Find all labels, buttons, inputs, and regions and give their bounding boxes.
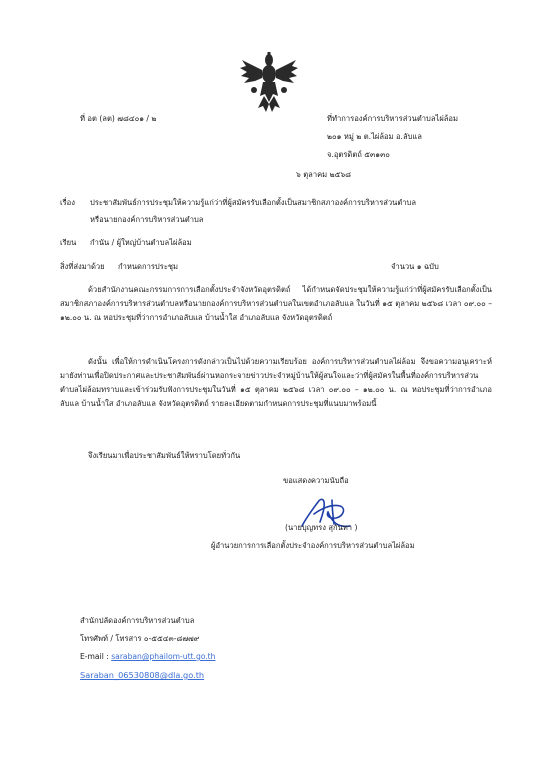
document-number: ที่ อต (ลต) ๗๘๔๐๑ / ๒ [80, 114, 157, 123]
subject-line-1: ประชาสัมพันธ์การประชุมให้ความรู้แก่ว่าที่ผู้สมัครรับเลือกตั้งเป็นสมาชิกสภาองค์การบริหารส่วนตำบล [90, 198, 417, 207]
subject-line-2: หรือนายกองค์การบริหารส่วนตำบล [90, 215, 204, 224]
body-paragraph-3: จึงเรียนมาเพื่อประชาสัมพันธ์ให้ทราบโดยทั่วกัน [88, 451, 241, 460]
footer-office: สำนักปลัดองค์การบริหารส่วนตำบล [80, 616, 195, 625]
footer-email-line [80, 652, 215, 662]
signer-title: ผู้อำนวยการการเลือกตั้งประจำองค์การบริหารส่วนตำบลไผ่ล้อม [211, 541, 415, 550]
signer-name: (นายบุญทรง สุกันทา ) [285, 523, 358, 532]
sender-address-line-3: จ.อุตรดิตถ์ ๕๓๑๓๐ [327, 150, 390, 159]
closing-phrase: ขอแสดงความนับถือ [283, 476, 349, 485]
enclosure-label: สิ่งที่ส่งมาด้วย [60, 262, 105, 271]
footer-email-label: E-mail : [80, 652, 109, 661]
sender-address-line-2: ๒๐๑ หมู่ ๒ ต.ไผ่ล้อม อ.ลับแล [327, 132, 422, 141]
footer-email-link[interactable]: saraban@phailom-utt.go.th [111, 652, 216, 661]
footer-phone: โทรศัพท์ / โทรสาร ๐-๕๕๔๓-๘๗๗๙ [80, 634, 200, 643]
sender-address-line-1: ที่ทำการองค์การบริหารส่วนตำบลไผ่ล้อม [327, 114, 458, 123]
body-paragraph-2: ดังนั้น เพื่อให้การดำเนินโครงการดังกล่าวเป็นไปด้วยความเรียบร้อย องค์การบริหารส่วนตำบลไผ่ล้อม จึงขอความอนุเคราะห์มายังท่านเพื่อปิดประกาศและประชาสัมพันธ์ผ่านหอกระจายข่าวประจำหมู่บ้านให้ผู้สนใจและว่าที่ผู้สมัครในพื้นที่องค์การบริหารส่วนตำบลไผ่ล้อมทราบและเข้าร่วมรับฟังการประชุมในวันที่ ๑๕ ตุลาคม ๒๕๖๘ เวลา ๐๙.๐๐ – ๑๒.๐๐ น. ณ หอประชุมที่ว่าการอำเภอลับแล บ้านน้ำใส อำเภอลับแล จังหวัดอุตรดิตถ์ รายละเอียดตามกำหนดการประชุมที่แนบมาพร้อมนี้ [60, 357, 492, 408]
recipient: กำนัน / ผู้ใหญ่บ้านตำบลไผ่ล้อม [90, 238, 192, 247]
body-paragraph-1: ด้วยสำนักงานคณะกรรมการการเลือกตั้งประจำจังหวัดอุตรดิตถ์ ได้กำหนดจัดประชุมให้ความรู้แก่ว่าที่ผู้สมัครรับเลือกตั้งเป็นสมาชิกสภาองค์การบริหารส่วนตำบลหรือนายกองค์การบริหารส่วนตำบลในเขตอำเภอลับแล ในวันที่ ๑๕ ตุลาคม ๒๕๖๘ เวลา ๐๙.๐๐ – ๑๒.๐๐ น. ณ หอประชุมที่ว่าการอำเภอลับแล บ้านน้ำใส อำเภอลับแล จังหวัดอุตรดิตถ์ [60, 285, 492, 322]
subject-label: เรื่อง [60, 198, 75, 207]
enclosure: กำหนดการประชุม [118, 262, 179, 271]
enclosure-count: จำนวน ๑ ฉบับ [391, 262, 439, 271]
garuda-emblem-icon [238, 50, 300, 114]
footer-saraban-link[interactable]: Saraban_06530808@dla.go.th [80, 670, 205, 680]
document-date: ๖ ตุลาคม ๒๕๖๘ [296, 170, 352, 179]
recipient-label: เรียน [60, 238, 77, 247]
